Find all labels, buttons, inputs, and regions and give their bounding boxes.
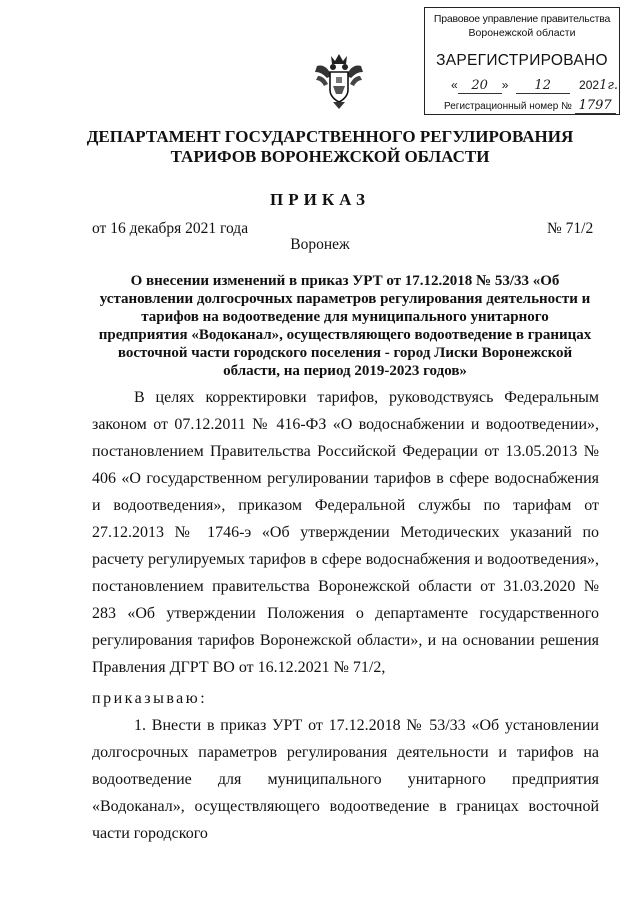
document-number: № 71/2 — [547, 220, 594, 237]
order-word: приказываю: — [92, 690, 208, 707]
document-type: ПРИКАЗ — [270, 190, 370, 209]
stamp-status: ЗАРЕГИСТРИРОВАНО — [436, 52, 608, 69]
stamp-day: 20 — [471, 78, 488, 93]
document-title: О внесении изменений в приказ УРТ от 17.12.2018 № 53/33 «Об установлении долгосрочных параметров регулирования деятельности и тарифов на водоотведение для муниципального унитарного предприятия «Водоканал», осуществляющего водоотведение в границах восточной части городского поселения - город Лиски Воронежской области, на период 2019-2023 годов» — [98, 273, 592, 379]
preamble-paragraph: В целях корректировки тарифов, руководствуясь Федеральным законом от 07.12.2011 № 416-ФЗ «О водоснабжении и водоотведении», постановлением Правительства Российской Федерации от 13.05.2013 № 406 «О государственном регулировании тарифов в сфере водоснабжения и водоотведения», приказом Федеральной службы по тарифам от 27.12.2013 № 1746-э «Об утверждении Методических указаний по расчету регулируемых тарифов в сфере водоснабжения и водоотведения», постановлением правительства Воронежской области от 31.03.2020 № 283 «Об утверждении Положения о департаменте государственного регулирования тарифов Воронежской области», и на основании решения Правления ДГРТ ВО от 16.12.2021 № 71/2, — [92, 389, 599, 676]
stamp-org-line2: Воронежской области — [468, 27, 576, 39]
registration-stamp — [424, 7, 620, 115]
order-item-1: 1. Внести в приказ УРТ от 17.12.2018 № 53/33 «Об установлении долгосрочных параметров регулирования деятельности и тарифов на водоотведение для муниципального унитарного предприятия «Водоканал», осуществляющего водоотведение в границах восточной части городского — [92, 717, 599, 842]
stamp-year-suffix: 1г. — [599, 78, 619, 93]
stamp-date: « 20 » 12 2021г. — [451, 78, 619, 93]
stamp-reg-label: Регистрационный номер — [444, 101, 559, 112]
stamp-month: 12 — [534, 78, 551, 93]
coat-of-arms-icon — [313, 52, 365, 110]
document-city: Воронеж — [290, 236, 350, 253]
stamp-reg-number: 1797 — [575, 98, 616, 114]
department-name: ДЕПАРТАМЕНТ ГОСУДАРСТВЕННОГО РЕГУЛИРОВАНИЯ ТАРИФОВ ВОРОНЕЖСКОЙ ОБЛАСТИ — [86, 127, 574, 166]
document-date: от 16 декабря 2021 года — [92, 220, 249, 237]
stamp-year-prefix: 202 — [579, 78, 600, 92]
stamp-reg-row: Регистрационный номер № 1797 — [444, 98, 616, 113]
stamp-org-line1: Правовое управление правительства — [433, 13, 611, 25]
